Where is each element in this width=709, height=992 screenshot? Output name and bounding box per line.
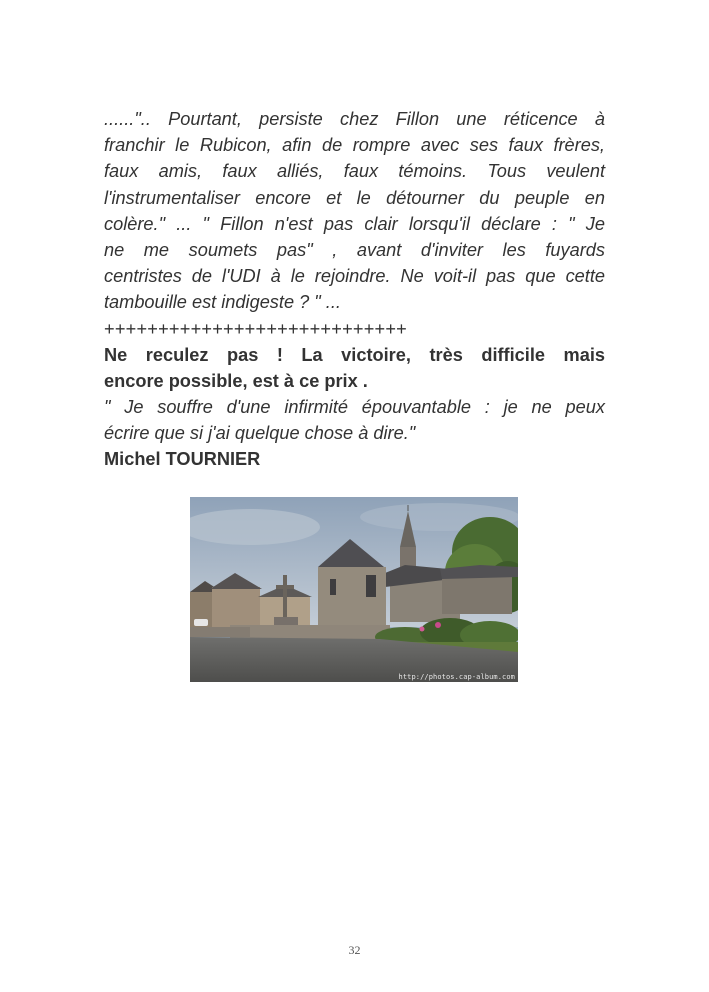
citation-line: écrire que si j'ai quelque chose à dire." bbox=[104, 423, 416, 444]
quote-line: colère." ... " Fillon n'est pas clair lorsqu'il déclare : " Je bbox=[104, 213, 605, 234]
citation-line: " Je souffre d'une infirmité épouvantable : je ne peux bbox=[104, 397, 605, 418]
quote-line: tambouille est indigeste ? " ... bbox=[104, 292, 341, 313]
separator-line: ++++++++++++++++++++++++++++ bbox=[104, 318, 407, 339]
body-text bbox=[104, 106, 605, 473]
quote-line: ne me soumets pas" , avant d'inviter les fuyards bbox=[104, 239, 605, 260]
quote-line: ......".. Pourtant, persiste chez Fillon une réticence à bbox=[104, 109, 605, 129]
church-photo bbox=[190, 497, 518, 682]
photo-watermark: http://photos.cap-album.com bbox=[398, 673, 515, 681]
quote-line: franchir le Rubicon, afin de rompre avec ses faux frères, bbox=[104, 135, 605, 156]
quote-line: faux amis, faux alliés, faux témoins. Tous veulent bbox=[104, 161, 605, 182]
quote-line: l'instrumentaliser encore et le détourner du peuple en bbox=[104, 187, 605, 208]
author-name: Michel TOURNIER bbox=[104, 449, 261, 470]
quote-line: centristes de l'UDI à le rejoindre. Ne voit-il pas que cette bbox=[104, 266, 605, 287]
page-number: 32 bbox=[348, 943, 361, 957]
exhortation-line: encore possible, est à ce prix . bbox=[104, 370, 368, 391]
church-illustration bbox=[190, 497, 518, 682]
exhortation-line: Ne reculez pas ! La victoire, très difficile mais bbox=[104, 344, 605, 365]
